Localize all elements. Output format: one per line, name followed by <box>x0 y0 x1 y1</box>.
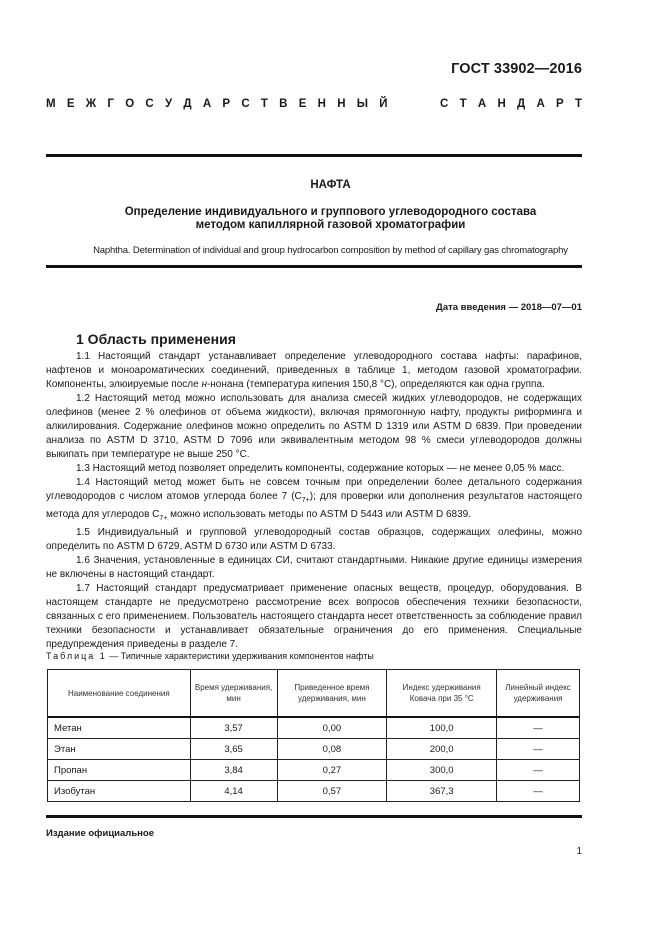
banner-letter: А <box>202 98 212 110</box>
banner-letter: А <box>536 98 545 110</box>
title-divider <box>46 265 582 268</box>
paragraph-1-3: 1.3 Настоящий метод позволяет определить компоненты, содержание которых — не менее 0,05 % масс. <box>76 463 565 474</box>
document-number: ГОСТ 33902—2016 <box>451 61 582 77</box>
footer-divider <box>46 815 582 818</box>
banner-letter: Р <box>556 98 564 110</box>
introduction-date: Дата введения — 2018—07—01 <box>436 302 582 313</box>
banner-letter: С <box>241 98 250 110</box>
english-title: Naphtha. Determination of individual and group hydrocarbon composition by method of capillary gas chromatography <box>93 245 568 256</box>
table-cell: 4,14 <box>190 781 277 802</box>
banner-letter: Т <box>260 98 268 110</box>
column-header: Наименование соединения <box>48 670 191 718</box>
interstate-standard-banner <box>46 98 582 110</box>
column-header: Индекс удерживания Ковача при 35 °С <box>387 670 497 718</box>
section-body <box>46 350 582 652</box>
banner-letter: М <box>46 98 56 110</box>
paragraph-text: 1.4 Настоящий метод может быть не совсем точным при определении более детального содержания углеводородов с числом атомов углерода более 7 (С <box>46 477 582 502</box>
italic-prefix: н <box>201 379 207 390</box>
paragraph-1-6: 1.6 Значения, установленные в единицах СИ, считают стандартными. Никакие другие единицы измерения не включены в настоящий стандарт. <box>46 555 582 580</box>
table-cell: — <box>497 760 580 781</box>
table-cell: Изобутан <box>48 781 191 802</box>
table-row <box>48 781 580 802</box>
paragraph-1-7: 1.7 Настоящий стандарт предусматривает применение опасных веществ, процедур, оборудования. В настоящем стандарте не предусмотрено рассмотрение всех вопросов обеспечения техники безопасности, связанных с его применением. Пользователь настоящего стандарта несет ответственность за соблюдение правил техники безопасности и устанавливает обязательные ограничения до его применения. Специальные предупреждения приведены в разделе 7. <box>46 583 582 650</box>
paragraph-text: ); для проверки или дополнения результатов настоящего метода для углеродов С <box>46 491 583 520</box>
section-heading: 1 Область применения <box>76 331 236 347</box>
subtitle-line: методом капиллярной газовой хроматографии <box>195 219 466 231</box>
table-cell: — <box>497 781 580 802</box>
banner-letter: С <box>145 98 154 110</box>
paragraph-1-5: 1.5 Индивидуальный и групповой углеводородный состав образцов, содержащих олефины, можно определить по ASTM D 6729, ASTM D 6730 или ASTM D 6733. <box>46 527 582 552</box>
table-cell: — <box>497 739 580 760</box>
paragraph-1-2: 1.2 Настоящий метод можно использовать для анализа смесей жидких углеводородов, не содержащих олефинов (менее 2 % олефинов от объема жидкости), включая прямогонную нафту, продукты риформинга и алкилирования. Содержание олефинов можно определить по ASTM D 1319 или ASTM D 6839. При проведении анализа по ASTM D 3710, ASTM D 7096 или эквивалентным методом 98 % смеси углеводородов должны выкипать при температуре не выше 250 °С. <box>46 393 582 460</box>
table-cell: 200,0 <box>387 739 497 760</box>
banner-letter: Н <box>337 98 346 110</box>
table-row <box>48 717 580 739</box>
table-cell: 3,57 <box>190 717 277 739</box>
banner-letter: У <box>164 98 173 110</box>
table-cell: 100,0 <box>387 717 497 739</box>
banner-letter: Н <box>497 98 506 110</box>
table-cell: — <box>497 717 580 739</box>
retention-table <box>47 669 580 802</box>
banner-letter: Т <box>574 98 582 110</box>
table-cell: Пропан <box>48 760 191 781</box>
table-caption-label: Таблица 1 <box>46 651 107 661</box>
subscript: 7+ <box>159 515 168 522</box>
banner-letter: Р <box>222 98 231 110</box>
banner-letter: Д <box>517 98 526 110</box>
document-title: НАФТА <box>310 179 351 191</box>
banner-letter: Д <box>183 98 192 110</box>
banner-letter: О <box>125 98 135 110</box>
paragraph-1-1 <box>46 350 582 392</box>
table-cell: 367,3 <box>387 781 497 802</box>
table-cell: 0,00 <box>277 717 387 739</box>
paragraph-text: -нонана (температура кипения 150,8 °С), определяются как одна группа. <box>206 379 545 390</box>
table-cell: Этан <box>48 739 191 760</box>
table-cell: 3,65 <box>190 739 277 760</box>
document-subtitle <box>0 206 661 232</box>
official-edition-label: Издание официальное <box>46 828 154 839</box>
banner-letter: Н <box>317 98 326 110</box>
page-number: 1 <box>576 846 582 857</box>
paragraph-1-4 <box>46 476 582 526</box>
table-caption <box>46 651 374 661</box>
table-row <box>48 739 580 760</box>
paragraph-text: 1.1 Настоящий стандарт устанавливает определение углеводородного состава нафты: парафинов, нафтенов и моноароматических соединений, приведенных в таблице 1, методом газовой хроматографии. Компоненты, элюируемые после <box>46 351 582 390</box>
banner-letter: Ж <box>85 98 97 110</box>
banner-gap <box>399 98 429 110</box>
column-header: Время удерживания, мин <box>190 670 277 718</box>
subtitle-line: Определение индивидуального и группового углеводородного состава <box>124 206 537 218</box>
banner-letter: В <box>279 98 288 110</box>
table-header-row <box>48 670 580 718</box>
table-row <box>48 760 580 781</box>
column-header: Линейный индекс удерживания <box>497 670 580 718</box>
header-divider <box>46 154 582 157</box>
banner-letter: Е <box>66 98 75 110</box>
banner-letter: Ы <box>356 98 369 110</box>
banner-letter: Г <box>107 98 114 110</box>
banner-letter: А <box>477 98 487 110</box>
banner-letter: С <box>440 98 449 110</box>
table-cell: 300,0 <box>387 760 497 781</box>
table-cell: 0,27 <box>277 760 387 781</box>
subscript: 7+ <box>301 497 310 504</box>
table-caption-text: — Типичные характеристики удерживания компонентов нафты <box>106 651 374 661</box>
table-cell: 0,08 <box>277 739 387 760</box>
banner-letter: Е <box>298 98 307 110</box>
table-cell: 3,84 <box>190 760 277 781</box>
paragraph-text: можно использовать методы по ASTM D 5443 или ASTM D 6839. <box>167 509 471 520</box>
table-cell: 0,57 <box>277 781 387 802</box>
table-cell: Метан <box>48 717 191 739</box>
banner-letter: Й <box>379 98 388 110</box>
column-header: Приведенное время удерживания, мин <box>277 670 387 718</box>
banner-letter: Т <box>459 98 467 110</box>
